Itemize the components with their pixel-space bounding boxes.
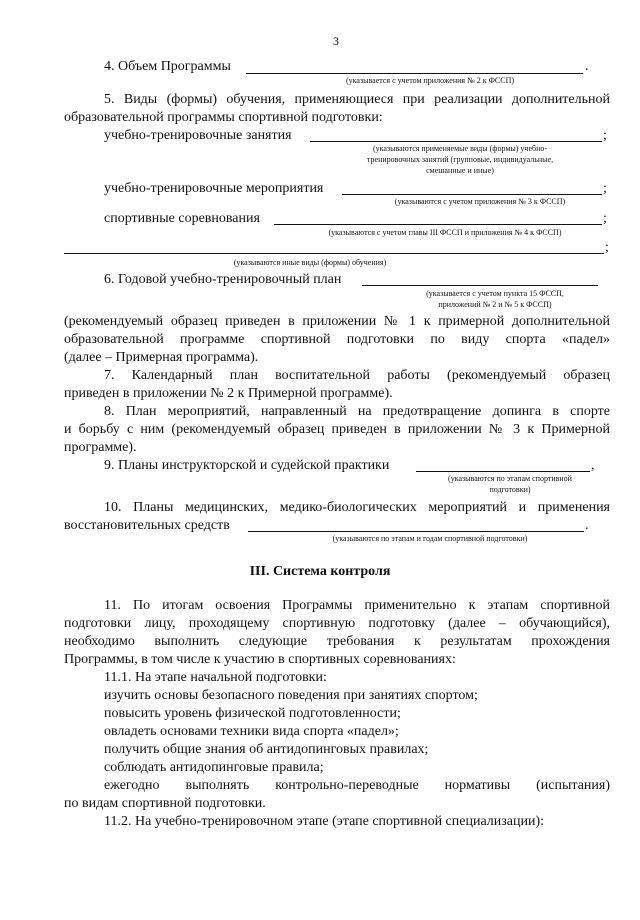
training-sessions-label: учебно-тренировочные занятия bbox=[104, 128, 292, 143]
training-sessions-note-1: (указываются применяемые виды (формы) учебно- bbox=[372, 144, 548, 153]
other-forms-blank bbox=[64, 253, 604, 254]
item-6-blank bbox=[362, 285, 598, 286]
item-6-note-1: (указывается с учетом пункта 15 ФССП, bbox=[426, 289, 564, 298]
item-9-label: 9. Планы инструкторской и судейской практики bbox=[104, 458, 390, 473]
item-4-blank bbox=[246, 73, 583, 74]
p11-2-heading: 11.2. На учебно-тренировочном этапе (этапе спортивной специализации): bbox=[104, 814, 545, 829]
item-9-end: , bbox=[591, 458, 595, 473]
item-4-end: . bbox=[585, 59, 589, 74]
training-sessions-blank bbox=[310, 141, 602, 142]
competitions-note: (указываются с учетом главы III ФССП и приложения № 4 к ФССП) bbox=[328, 228, 562, 237]
item-9-blank bbox=[416, 471, 590, 472]
competitions-blank bbox=[274, 224, 602, 225]
other-forms-end: ; bbox=[605, 240, 609, 255]
item-10-line-1: 10. Планы медицинских, медико-биологических мероприятий и применения bbox=[104, 500, 610, 515]
item-5-lead-2: образовательной программы спортивной подготовки: bbox=[64, 110, 383, 125]
training-events-note: (указываются с учетом приложения № 3 к ФССП) bbox=[394, 197, 566, 206]
other-forms-note: (указываются иные виды (формы) обучения) bbox=[233, 258, 387, 267]
p11-line-3: необходимо выполнить следующие требования к результатам прохождения bbox=[64, 634, 610, 649]
requirement-item: изучить основы безопасного поведения при занятиях спортом; bbox=[104, 688, 478, 703]
item-4-note: (указывается с учетом приложения № 2 к ФССП) bbox=[345, 76, 515, 85]
item-6-note-2: приложений № 2 и № 5 к ФССП) bbox=[438, 300, 552, 309]
item-6-line-1: (рекомендуемый образец приведен в приложении № 1 к примерной дополнительной bbox=[64, 314, 610, 329]
item-8-line-2: и борьбу с ним (рекомендуемый образец приведен в приложении № 3 к Примерной bbox=[64, 422, 610, 437]
page-number: 3 bbox=[333, 34, 339, 48]
requirement-item: овладеть основами техники вида спорта «падел»; bbox=[104, 724, 399, 739]
item-8-line-3: программе). bbox=[64, 440, 137, 455]
p11-1-heading: 11.1. На этапе начальной подготовки: bbox=[104, 670, 327, 685]
p11-line-1: 11. По итогам освоения Программы применительно к этапам спортивной bbox=[104, 598, 610, 613]
competitions-label: спортивные соревнования bbox=[104, 211, 260, 226]
item-10-end: . bbox=[585, 518, 589, 533]
competitions-end: ; bbox=[603, 211, 607, 226]
item-10-note: (указываются по этапам и годам спортивной подготовки) bbox=[332, 534, 528, 543]
annual-standards-line-2: по видам спортивной подготовки. bbox=[64, 796, 266, 811]
item-10-label-2: восстановительных средств bbox=[64, 518, 230, 533]
training-sessions-end: ; bbox=[603, 128, 607, 143]
annual-standards-line-1: ежегодно выполнять контрольно-переводные нормативы (испытания) bbox=[104, 778, 610, 793]
item-8-line-1: 8. План мероприятий, направленный на предотвращение допинга в спорте bbox=[104, 404, 610, 419]
requirement-item: повысить уровень физической подготовленности; bbox=[104, 706, 401, 721]
training-events-blank bbox=[342, 194, 602, 195]
requirement-item: получить общие знания об антидопинговых правилах; bbox=[104, 742, 429, 757]
training-events-end: ; bbox=[603, 181, 607, 196]
p11-line-4: Программы, в том числе к участию в спортивных соревнованиях: bbox=[64, 652, 456, 667]
training-sessions-note-2: тренировочных занятий (групповые, индивидуальные, bbox=[366, 155, 554, 164]
section-3-heading: III. Система контроля bbox=[249, 564, 391, 579]
item-6-line-3: (далее – Примерная программа). bbox=[64, 350, 259, 365]
item-6-line-2: образовательной программе спортивной подготовки по виду спорта «падел» bbox=[64, 332, 610, 347]
item-9-note-1: (указываются по этапам спортивной bbox=[448, 474, 572, 483]
item-5-lead: 5. Виды (формы) обучения, применяющиеся при реализации дополнительной bbox=[104, 92, 610, 107]
training-sessions-note-3: смешанные и иные) bbox=[426, 166, 494, 175]
item-7-line-2: приведен в приложении № 2 к Примерной программе). bbox=[64, 386, 393, 401]
p11-line-2: подготовки лицу, проходящему спортивную подготовку (далее – обучающийся), bbox=[64, 616, 610, 631]
requirement-item: соблюдать антидопинговые правила; bbox=[104, 760, 324, 775]
item-9-note-2: подготовки) bbox=[489, 485, 531, 494]
item-4-label: 4. Объем Программы bbox=[104, 59, 231, 74]
item-10-blank bbox=[248, 531, 584, 532]
item-7-line-1: 7. Календарный план воспитательной работы (рекомендуемый образец bbox=[104, 368, 610, 383]
item-6-label: 6. Годовой учебно-тренировочный план bbox=[104, 272, 342, 287]
training-events-label: учебно-тренировочные мероприятия bbox=[104, 181, 324, 196]
